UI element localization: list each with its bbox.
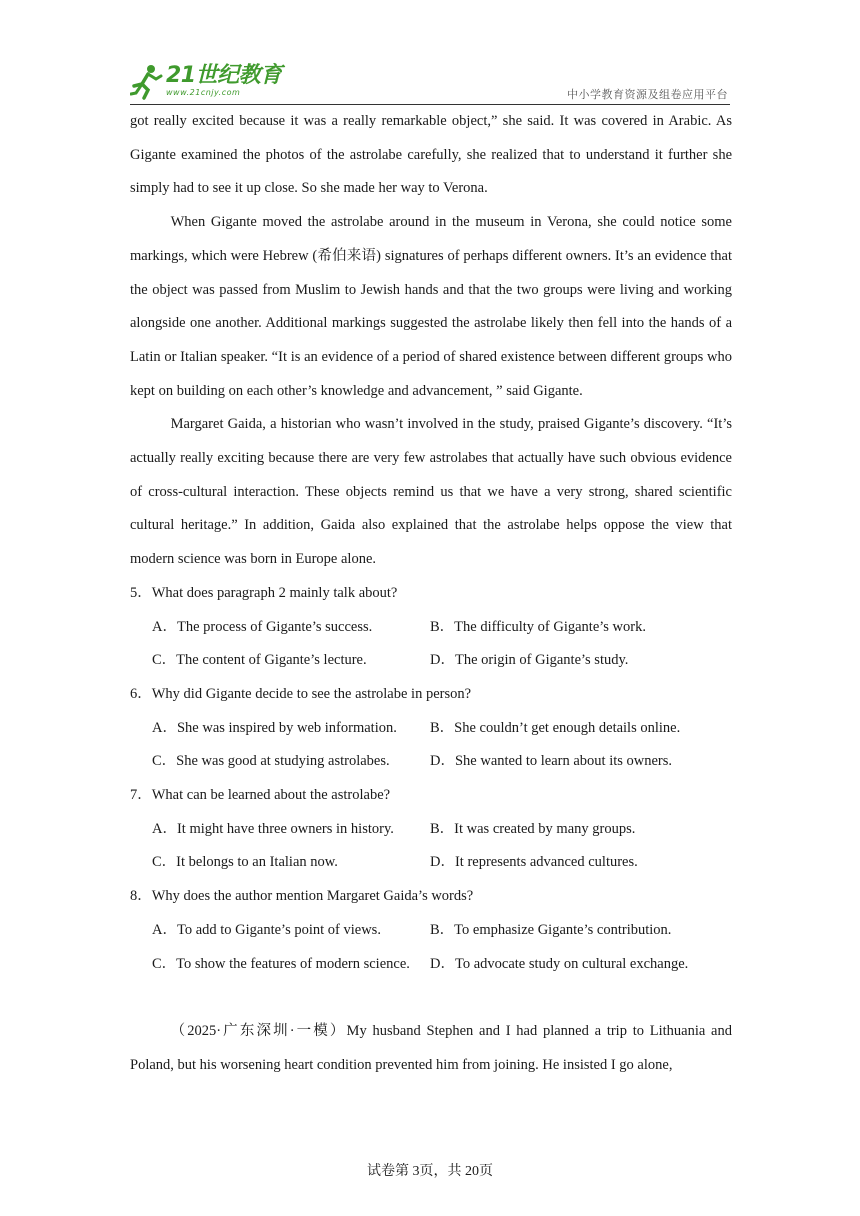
option-c: C．The content of Gigante’s lecture. (152, 652, 367, 669)
option-d: D．The origin of Gigante’s study. (430, 652, 629, 669)
question-stem: 6．Why did Gigante decide to see the astrolabe in person? (130, 685, 472, 702)
option-b: B．She couldn’t get enough details online. (430, 719, 681, 736)
logo-title: 21世纪教育 (166, 63, 282, 88)
option-d: D．To advocate study on cultural exchange. (430, 955, 689, 972)
option-a: A．The process of Gigante’s success. (152, 618, 373, 635)
paragraph: got really excited because it was a really remarkable object,” she said. It was covered in Arabic. As Gigante examined the photos of the astrolabe carefully, she realized that to understand it further she simply had to see it up close. So she made her way to Verona. (130, 113, 732, 197)
paragraph: When Gigante moved the astrolabe around in the museum in Verona, she could notice some markings, which were Hebrew (希伯来语) signatures of perhaps different owners. It’s an evidence that the object was passed from Muslim to Jewish hands and that the two groups were living and working alongside one another. Additional markings suggested the astrolabe likely then fell into the hands of a Latin or Italian speaker. “It is an evidence of a period of shared existence between different groups who kept on building on each other’s knowledge and advancement, ” said Gigante. (130, 214, 732, 399)
paragraph: Margaret Gaida, a historian who wasn’t involved in the study, praised Gigante’s discovery. “It’s actually really exciting because there are very few astrolabes that actually have such obvious evidence of cross-cultural interaction. These objects remind us that we have a very strong, shared scientific cultural heritage.” In addition, Gaida also explained that the astrolabe helps oppose the view that modern science was born in Europe alone. (130, 416, 732, 568)
question-stem: 8．Why does the author mention Margaret Gaida’s words? (130, 888, 474, 905)
runner-logo-icon (130, 64, 164, 100)
option-d: D．She wanted to learn about its owners. (430, 753, 673, 770)
document-body (130, 105, 732, 1083)
option-b: B．It was created by many groups. (430, 820, 636, 837)
option-b: B．To emphasize Gigante’s contribution. (430, 921, 672, 938)
header-tagline: 中小学教育资源及组卷应用平台 (567, 88, 728, 101)
section-gap (130, 981, 732, 1015)
logo-url: www.21cnjy.com (166, 88, 241, 97)
option-d: D．It represents advanced cultures. (430, 854, 638, 871)
option-c: C．To show the features of modern science. (152, 955, 410, 972)
question-6 (130, 678, 732, 779)
option-c: C．She was good at studying astrolabes. (152, 753, 390, 770)
question-5 (130, 577, 732, 678)
next-passage-intro: （2025·广东深圳·一模）My husband Stephen and I had planned a trip to Lithuania and Poland, but his worsening heart condition prevented him from joining. He insisted I go alone, (130, 1023, 732, 1073)
page-footer: 试卷第 3页，共 20页 (367, 1164, 493, 1179)
option-b: B．The difficulty of Gigante’s work. (430, 618, 646, 635)
option-a: A．It might have three owners in history. (152, 820, 394, 837)
logo (130, 64, 282, 102)
question-stem: 5．What does paragraph 2 mainly talk about? (130, 584, 398, 601)
option-a: A．She was inspired by web information. (152, 719, 397, 736)
question-8 (130, 880, 732, 981)
option-a: A．To add to Gigante’s point of views. (152, 921, 381, 938)
page-header (130, 62, 730, 105)
option-c: C．It belongs to an Italian now. (152, 854, 338, 871)
question-7 (130, 779, 732, 880)
question-stem: 7．What can be learned about the astrolabe? (130, 787, 391, 804)
